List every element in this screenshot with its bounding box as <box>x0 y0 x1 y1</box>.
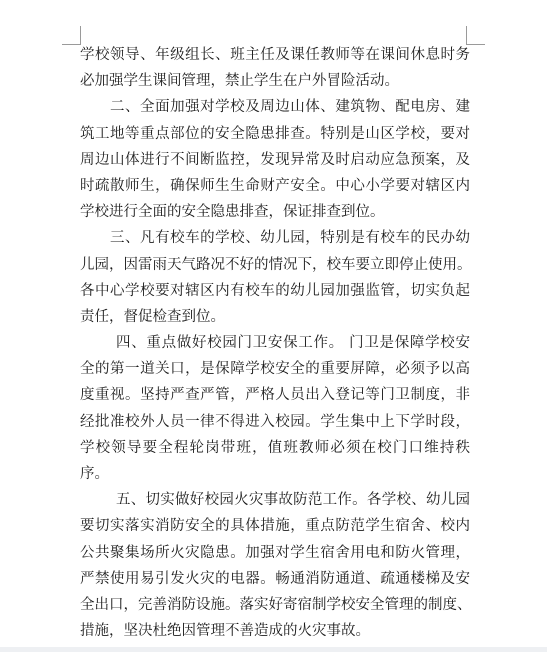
paragraph-start-line: 四、重点做好校园门卫安保工作。 门卫是保障学校安 <box>116 335 470 352</box>
text-line: 度重视。坚持严查严管，严格人员出入登记等门卫制度，非 <box>80 387 470 404</box>
text-line: 经批准校外人员一律不得进入校园。学生集中上下学时段， <box>80 413 470 430</box>
paragraph-start-line: 二、全面加强对学校及周边山体、建筑物、配电房、建 <box>110 99 470 116</box>
text-line: 各中心学校要对辖区内有校车的幼儿园加强监管，切实负起 <box>80 282 470 299</box>
text-line: 全出口，完善消防设施。落实好寄宿制学校安全管理的制度、 <box>80 596 472 613</box>
paragraph-start-line: 五、切实做好校园火灾事故防范工作。各学校、幼儿园 <box>116 492 470 509</box>
text-line: 儿园，因雷雨天气路况不好的情况下，校车要立即停止使用。 <box>80 256 472 273</box>
text-line: 序。 <box>80 466 109 482</box>
text-line: 严禁使用易引发火灾的电器。畅通消防通道、疏通楼梯及安 <box>80 570 470 587</box>
document-body <box>80 42 470 644</box>
paragraph-start-line: 三、凡有校车的学校、幼儿园，特别是有校车的民办幼 <box>110 230 470 247</box>
crop-mark-top-left <box>62 26 81 45</box>
text-line: 筑工地等重点部位的安全隐患排查。特别是山区学校，要对 <box>80 125 470 142</box>
text-line: 责任，督促检查到位。 <box>80 308 225 325</box>
text-line: 公共聚集场所火灾隐患。加强对学生宿舍用电和防火管理， <box>80 544 470 561</box>
page-bottom-edge <box>0 647 547 652</box>
text-line: 要切实落实消防安全的具体措施，重点防范学生宿舍、校内 <box>80 518 470 535</box>
text-line: 时疏散师生，确保师生生命财产安全。中心小学要对辖区内 <box>80 177 470 194</box>
text-line: 学校进行全面的安全隐患排查，保证排查到位。 <box>80 204 385 221</box>
text-line: 学校领导要全程轮岗带班，值班教师必须在校门口维持秩 <box>80 439 470 456</box>
text-line: 学校领导、年级组长、班主任及课任教师等在课间休息时务 <box>80 47 470 63</box>
text-line: 全的第一道关口，是保障学校安全的重要屏障，必须予以高 <box>80 361 470 378</box>
text-line: 措施，坚决杜绝因管理不善造成的火灾事故。 <box>80 623 370 640</box>
text-line: 必加强学生课间管理，禁止学生在户外冒险活动。 <box>80 73 399 90</box>
text-line: 周边山体进行不间断监控，发现异常及时启动应急预案，及 <box>80 151 470 168</box>
